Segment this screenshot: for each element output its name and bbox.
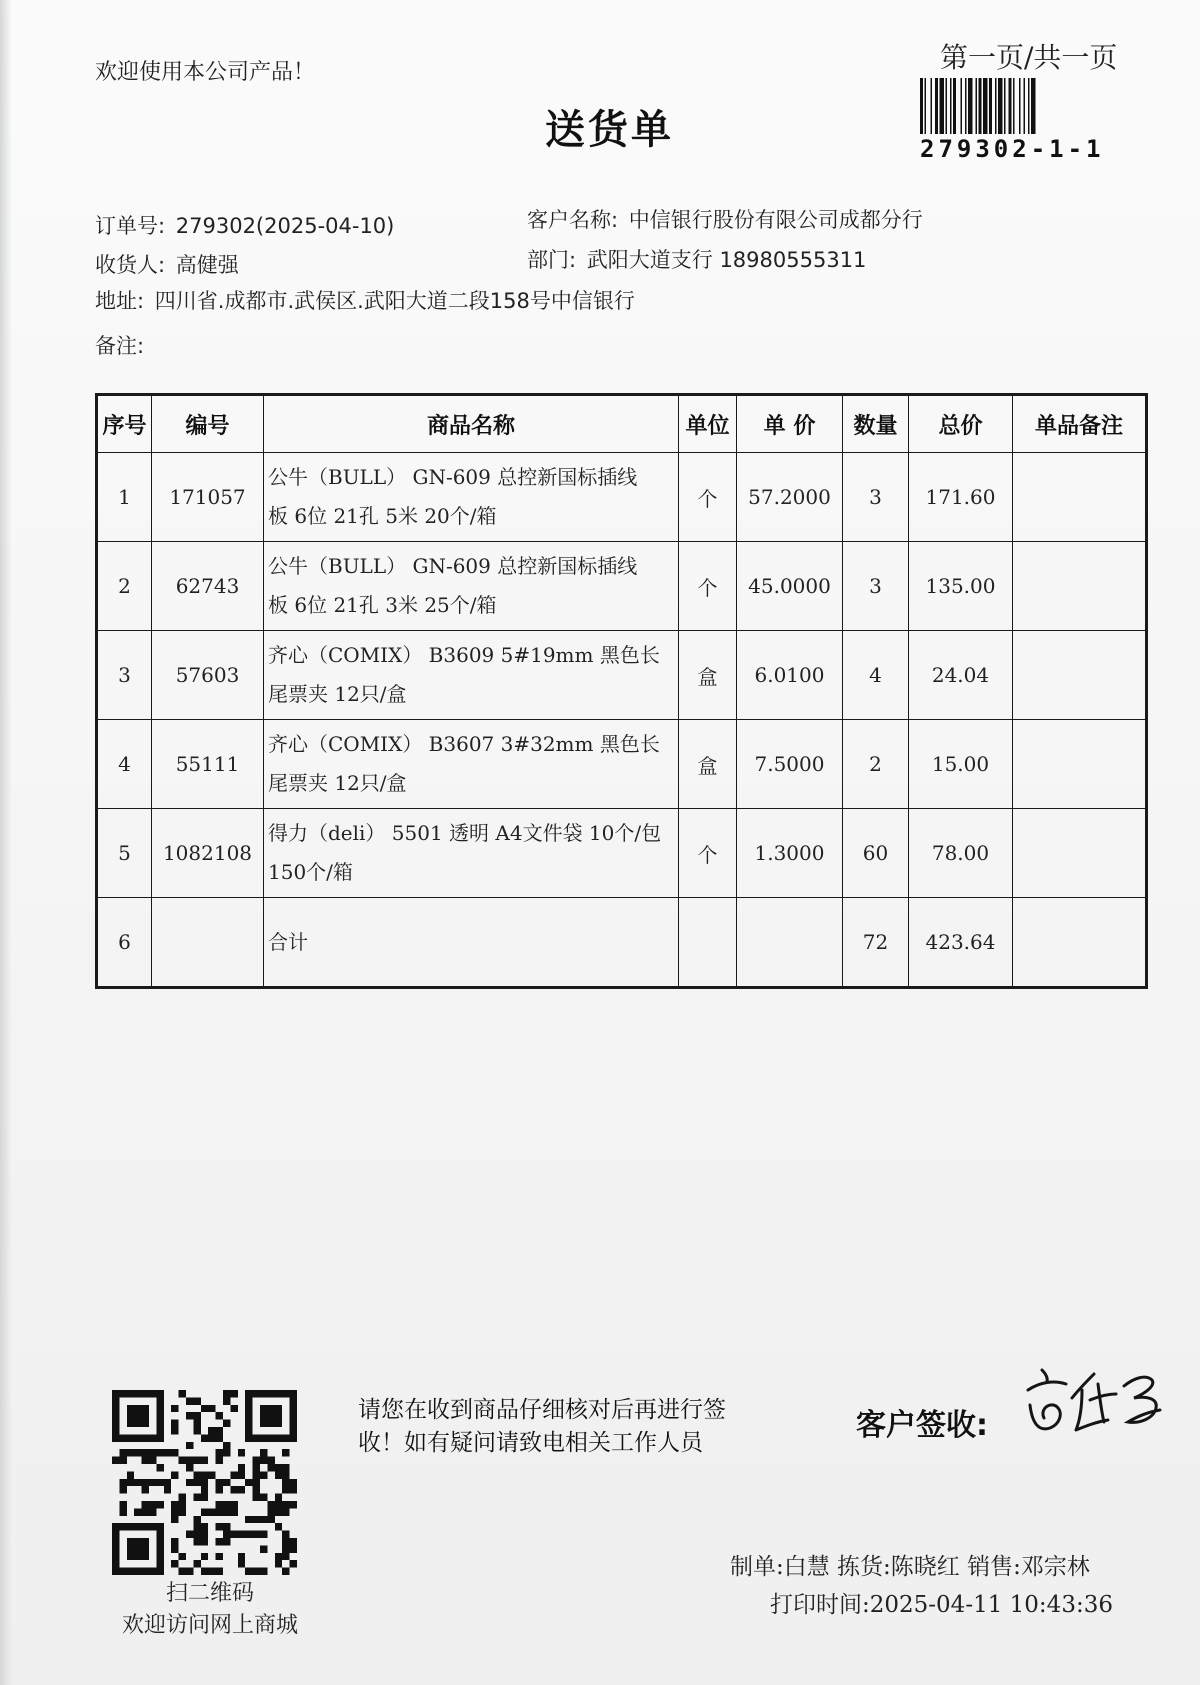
product-name-line2: 尾票夹 12只/盒: [268, 682, 407, 706]
table-row: [97, 809, 1147, 898]
product-name-line1: 得力（deli） 5501 透明 A4文件袋 10个/包: [268, 821, 662, 845]
cell-item-note: [1013, 809, 1147, 898]
cell-code: 62743: [152, 542, 264, 631]
header-unit-price: 单 价: [737, 395, 843, 453]
cell-seq: 2: [97, 542, 152, 631]
cell-unit-price: 6.0100: [737, 631, 843, 720]
qr-caption-welcome: 欢迎访问网上商城: [121, 1613, 298, 1638]
cell-product-name: [264, 453, 679, 542]
customer-sign-label: 客户签收:: [856, 1408, 988, 1443]
cell-quantity: 4: [843, 631, 909, 720]
print-time: 打印时间:2025-04-11 10:43:36: [770, 1592, 1113, 1618]
order-number: [95, 210, 394, 240]
customer-name-value: 中信银行股份有限公司成都分行: [628, 208, 923, 232]
table-row: [97, 720, 1147, 809]
cell-total-price: 171.60: [909, 453, 1013, 542]
table-row: [97, 542, 1147, 631]
cell-seq: 6: [97, 898, 152, 988]
page-indicator: 第一页/共一页: [940, 41, 1118, 74]
table-row: [97, 453, 1147, 542]
cell-unit: 个: [679, 453, 737, 542]
product-name-line1: 公牛（BULL） GN-609 总控新国标插线: [268, 465, 638, 489]
cell-code: 57603: [152, 631, 264, 720]
handwritten-signature: [1020, 1360, 1170, 1445]
department-value: 武阳大道支行 18980555311: [586, 248, 867, 272]
cell-quantity: 60: [843, 809, 909, 898]
cell-unit: 个: [679, 809, 737, 898]
cell-total-quantity: 72: [843, 898, 909, 988]
barcode: [918, 78, 1128, 134]
product-name-line1: 齐心（COMIX） B3609 5#19mm 黑色长: [268, 643, 660, 667]
cell-seq: 1: [97, 453, 152, 542]
cell-grand-total: 423.64: [909, 898, 1013, 988]
address: [95, 285, 635, 315]
cell-unit: 盒: [679, 631, 737, 720]
remark: [95, 330, 148, 360]
cell-product-name: [264, 542, 679, 631]
cell-item-note: [1013, 453, 1147, 542]
staff-line: 制单:白慧 拣货:陈晓红 销售:邓宗林: [730, 1554, 1090, 1580]
cell-code: 1082108: [152, 809, 264, 898]
cell-item-note: [1013, 631, 1147, 720]
cell-unit: 盒: [679, 720, 737, 809]
cell-product-name: [264, 720, 679, 809]
header-unit: 单位: [679, 395, 737, 453]
header-item-note: 单品备注: [1013, 395, 1147, 453]
table-total-row: [97, 898, 1147, 988]
cell-unit-price: [737, 898, 843, 988]
cell-product-name: [264, 631, 679, 720]
department: [527, 244, 866, 274]
product-name-line1: 公牛（BULL） GN-609 总控新国标插线: [268, 554, 638, 578]
receipt-notice: [358, 1394, 778, 1460]
cell-total-label: 合计: [264, 898, 679, 988]
items-table: [95, 393, 1148, 989]
table-header-row: [97, 395, 1147, 453]
header-product-name: 商品名称: [264, 395, 679, 453]
receiver: [95, 249, 239, 279]
cell-total-price: 24.04: [909, 631, 1013, 720]
order-number-value: 279302(2025-04-10): [175, 214, 395, 238]
cell-code: 171057: [152, 453, 264, 542]
receiver-value: 高健强: [175, 253, 239, 277]
cell-code: [152, 898, 264, 988]
barcode-number: 279302-1-1: [920, 135, 1105, 163]
document-title: 送货单: [545, 106, 674, 153]
product-name-line2: 150个/箱: [268, 860, 353, 884]
cell-item-note: [1013, 898, 1147, 988]
product-name-line2: 尾票夹 12只/盒: [268, 771, 407, 795]
qr-caption: [95, 1578, 325, 1642]
cell-product-name: [264, 809, 679, 898]
department-label: 部门:: [527, 248, 577, 272]
header-seq: 序号: [97, 395, 152, 453]
cell-total-price: 15.00: [909, 720, 1013, 809]
cell-seq: 5: [97, 809, 152, 898]
cell-item-note: [1013, 720, 1147, 809]
header-total-price: 总价: [909, 395, 1013, 453]
remark-label: 备注:: [95, 334, 145, 358]
header-code: 编号: [152, 395, 264, 453]
cell-unit-price: 57.2000: [737, 453, 843, 542]
notice-line1: 请您在收到商品仔细核对后再进行签: [358, 1397, 726, 1423]
header-quantity: 数量: [843, 395, 909, 453]
address-value: 四川省.成都市.武侯区.武阳大道二段158号中信银行: [154, 289, 635, 313]
cell-unit-price: 7.5000: [737, 720, 843, 809]
product-name-line2: 板 6位 21孔 5米 20个/箱: [268, 504, 497, 528]
cell-unit-price: 1.3000: [737, 809, 843, 898]
welcome-text: 欢迎使用本公司产品！: [95, 60, 316, 85]
product-name-line2: 板 6位 21孔 3米 25个/箱: [268, 593, 497, 617]
cell-unit: [679, 898, 737, 988]
cell-seq: 3: [97, 631, 152, 720]
customer-name: [527, 204, 923, 234]
qr-caption-scan: 扫二维码: [165, 1581, 254, 1606]
cell-item-note: [1013, 542, 1147, 631]
cell-code: 55111: [152, 720, 264, 809]
cell-unit: 个: [679, 542, 737, 631]
cell-total-price: 78.00: [909, 809, 1013, 898]
cell-unit-price: 45.0000: [737, 542, 843, 631]
order-number-label: 订单号:: [95, 214, 166, 238]
cell-total-price: 135.00: [909, 542, 1013, 631]
cell-quantity: 3: [843, 453, 909, 542]
cell-quantity: 3: [843, 542, 909, 631]
qr-code-icon: [112, 1390, 297, 1575]
customer-name-label: 客户名称:: [527, 208, 619, 232]
product-name-line1: 齐心（COMIX） B3607 3#32mm 黑色长: [268, 732, 660, 756]
cell-quantity: 2: [843, 720, 909, 809]
notice-line2: 收！如有疑问请致电相关工作人员: [358, 1430, 703, 1456]
cell-seq: 4: [97, 720, 152, 809]
receiver-label: 收货人:: [95, 253, 166, 277]
table-row: [97, 631, 1147, 720]
address-label: 地址:: [95, 289, 145, 313]
